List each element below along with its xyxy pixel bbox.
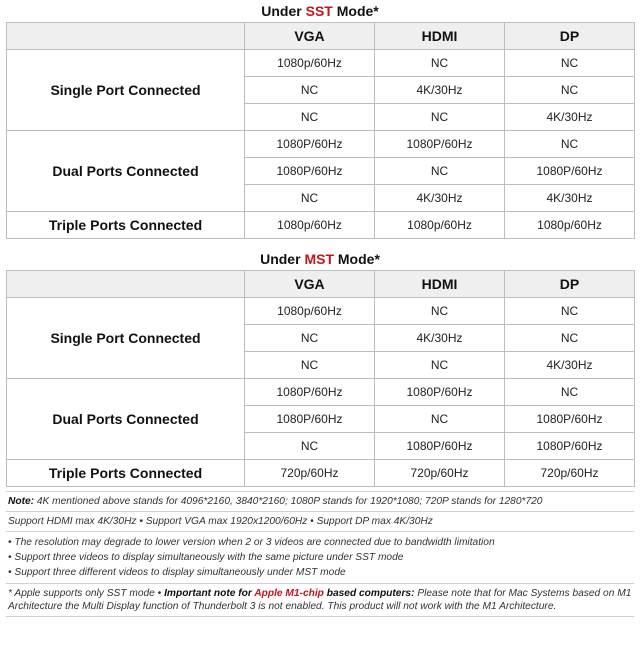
note-bullet-mst: • Support three different videos to display simultaneously under MST mode	[8, 567, 346, 578]
note-bullet-sst: • Support three videos to display simultaneously with the same picture under SST mode	[8, 552, 404, 563]
sst-dual-port-label: Dual Ports Connected	[7, 131, 245, 212]
note-bullet-bandwidth: • The resolution may degrade to lower version when 2 or 3 videos are connected due to bandwidth limitation	[8, 537, 495, 548]
table-cell: 720p/60Hz	[505, 460, 635, 487]
table-cell: 1080P/60Hz	[245, 131, 375, 158]
table-cell: NC	[245, 325, 375, 352]
mst-triple-port-label: Triple Ports Connected	[7, 460, 245, 487]
note-support-line: Support HDMI max 4K/30Hz • Support VGA max 1920x1200/60Hz • Support DP max 4K/30Hz	[6, 511, 634, 531]
table-cell: NC	[245, 77, 375, 104]
sst-title-suffix: Mode*	[332, 3, 379, 19]
table-cell: NC	[505, 131, 635, 158]
mst-single-port-label: Single Port Connected	[7, 298, 245, 379]
table-cell: NC	[245, 433, 375, 460]
table-cell: NC	[375, 104, 505, 131]
apple-m1-warning-text: Please note that for Mac Systems based on M1 Architecture the Multi Display function of Thunderbolt 3 is not enabled. This product will not work with the M1 Architecture.	[8, 588, 632, 612]
table-cell: 1080p/60Hz	[245, 212, 375, 239]
apple-important-label: Important note for	[164, 588, 255, 599]
table-row	[7, 212, 635, 239]
table-cell: 4K/30Hz	[505, 104, 635, 131]
mst-title-mode: MST	[304, 251, 334, 267]
table-cell: NC	[375, 158, 505, 185]
table-cell: 1080P/60Hz	[245, 158, 375, 185]
sst-corner-cell	[7, 23, 245, 50]
table-cell: 4K/30Hz	[505, 352, 635, 379]
table-cell: NC	[505, 298, 635, 325]
sst-section-title	[0, 0, 640, 22]
mst-dual-port-label: Dual Ports Connected	[7, 379, 245, 460]
sst-title-prefix: Under	[261, 3, 306, 19]
sst-triple-port-label: Triple Ports Connected	[7, 212, 245, 239]
sst-mode-table	[6, 22, 635, 239]
table-cell: 1080P/60Hz	[375, 379, 505, 406]
mst-title-suffix: Mode*	[334, 251, 380, 267]
table-cell: 1080P/60Hz	[505, 406, 635, 433]
sst-header-hdmi: HDMI	[375, 23, 505, 50]
table-cell: 4K/30Hz	[505, 185, 635, 212]
notes-block	[6, 491, 634, 617]
mst-header-dp: DP	[505, 271, 635, 298]
table-cell: 1080p/60Hz	[375, 212, 505, 239]
mst-header-hdmi: HDMI	[375, 271, 505, 298]
table-cell: 1080P/60Hz	[375, 433, 505, 460]
table-cell: 4K/30Hz	[375, 77, 505, 104]
mst-title-prefix: Under	[260, 251, 305, 267]
table-cell: 1080p/60Hz	[505, 212, 635, 239]
note-definitions	[6, 491, 634, 511]
apple-sst-note: * Apple supports only SST mode •	[8, 588, 165, 599]
apple-based-label: based computers:	[323, 588, 415, 599]
table-cell: NC	[505, 77, 635, 104]
sst-header-dp: DP	[505, 23, 635, 50]
sst-title-mode: SST	[305, 3, 333, 19]
table-cell: NC	[505, 50, 635, 77]
table-cell: NC	[245, 104, 375, 131]
table-cell: NC	[245, 185, 375, 212]
table-row	[7, 298, 635, 325]
table-cell: 1080P/60Hz	[505, 158, 635, 185]
note-apple	[6, 583, 634, 617]
table-row	[7, 131, 635, 158]
table-cell: 4K/30Hz	[375, 325, 505, 352]
note-label: Note:	[8, 496, 35, 507]
note-text: 4K mentioned above stands for 4096*2160, 3840*2160; 1080P stands for 1920*1080; 720P stands for 1280*720	[34, 496, 543, 507]
sst-single-port-label: Single Port Connected	[7, 50, 245, 131]
apple-m1-chip-highlight: Apple M1-chip	[254, 588, 324, 599]
mst-header-vga: VGA	[245, 271, 375, 298]
table-row	[7, 379, 635, 406]
table-cell: 720p/60Hz	[245, 460, 375, 487]
note-bullets	[6, 531, 634, 583]
mst-corner-cell	[7, 271, 245, 298]
mst-section-title	[0, 248, 640, 270]
table-cell: NC	[505, 379, 635, 406]
table-cell: 1080P/60Hz	[505, 433, 635, 460]
mst-mode-table	[6, 270, 635, 487]
table-cell: NC	[375, 352, 505, 379]
table-cell: 1080p/60Hz	[245, 50, 375, 77]
table-cell: 720p/60Hz	[375, 460, 505, 487]
table-cell: NC	[375, 50, 505, 77]
table-row	[7, 50, 635, 77]
sst-header-vga: VGA	[245, 23, 375, 50]
mst-header-row	[7, 271, 635, 298]
table-cell: 4K/30Hz	[375, 185, 505, 212]
table-cell: NC	[245, 352, 375, 379]
table-cell: 1080P/60Hz	[375, 131, 505, 158]
table-cell: NC	[375, 298, 505, 325]
table-cell: 1080P/60Hz	[245, 379, 375, 406]
sst-header-row	[7, 23, 635, 50]
table-cell: 1080P/60Hz	[245, 406, 375, 433]
table-cell: NC	[375, 406, 505, 433]
table-cell: NC	[505, 325, 635, 352]
table-cell: 1080p/60Hz	[245, 298, 375, 325]
table-row	[7, 460, 635, 487]
